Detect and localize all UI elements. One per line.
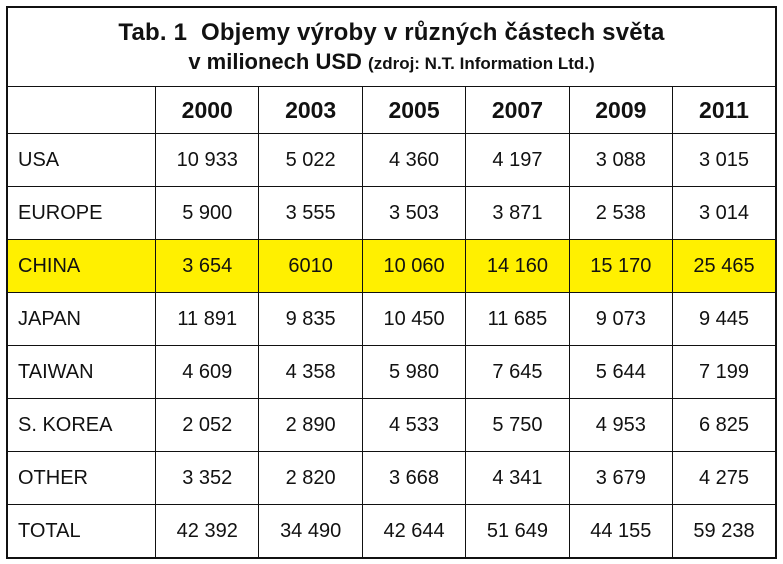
cell-usa-2009: 3 088 [569,134,672,187]
cell-s-korea-2000: 2 052 [156,399,259,452]
cell-japan-2009: 9 073 [569,293,672,346]
cell-taiwan-2005: 5 980 [362,346,465,399]
cell-usa-2003: 5 022 [259,134,362,187]
row-label-taiwan: TAIWAN [7,346,156,399]
cell-s-korea-2007: 5 750 [466,399,569,452]
table-title-units: v milionech USD [188,49,362,75]
cell-taiwan-2000: 4 609 [156,346,259,399]
cell-other-2005: 3 668 [362,452,465,505]
row-label-total: TOTAL [7,505,156,559]
row-label-japan: JAPAN [7,293,156,346]
column-header-2007: 2007 [466,87,569,134]
cell-usa-2011: 3 015 [673,134,776,187]
table-head [7,7,776,134]
table-row-highlighted [7,240,776,293]
cell-other-2011: 4 275 [673,452,776,505]
cell-taiwan-2007: 7 645 [466,346,569,399]
column-header-2009: 2009 [569,87,672,134]
table-row [7,399,776,452]
cell-china-2000: 3 654 [156,240,259,293]
column-header-2000: 2000 [156,87,259,134]
cell-china-2011: 25 465 [673,240,776,293]
cell-total-2009: 44 155 [569,505,672,559]
table-title-main: Objemy výroby v různých částech světa [200,18,665,46]
cell-usa-2000: 10 933 [156,134,259,187]
cell-total-2005: 42 644 [362,505,465,559]
cell-japan-2007: 11 685 [466,293,569,346]
row-label-usa: USA [7,134,156,187]
cell-taiwan-2003: 4 358 [259,346,362,399]
table-row [7,134,776,187]
production-volumes-table [6,6,777,559]
row-label-s-korea: S. KOREA [7,399,156,452]
cell-europe-2011: 3 014 [673,187,776,240]
cell-europe-2000: 5 900 [156,187,259,240]
table-title [7,7,776,87]
table-row [7,452,776,505]
cell-china-2009: 15 170 [569,240,672,293]
cell-japan-2011: 9 445 [673,293,776,346]
cell-other-2000: 3 352 [156,452,259,505]
table-title-line-2 [8,49,775,76]
table-row-total [7,505,776,559]
cell-total-2003: 34 490 [259,505,362,559]
cell-s-korea-2011: 6 825 [673,399,776,452]
title-row [7,7,776,87]
table-row [7,187,776,240]
column-header-row [7,87,776,134]
cell-other-2007: 4 341 [466,452,569,505]
cell-japan-2003: 9 835 [259,293,362,346]
cell-europe-2005: 3 503 [362,187,465,240]
cell-china-2007: 14 160 [466,240,569,293]
cell-other-2009: 3 679 [569,452,672,505]
cell-taiwan-2009: 5 644 [569,346,672,399]
cell-usa-2007: 4 197 [466,134,569,187]
cell-s-korea-2003: 2 890 [259,399,362,452]
table-body [7,134,776,559]
cell-other-2003: 2 820 [259,452,362,505]
row-label-china: CHINA [7,240,156,293]
cell-europe-2009: 2 538 [569,187,672,240]
cell-europe-2007: 3 871 [466,187,569,240]
corner-header-cell [7,87,156,134]
cell-japan-2000: 11 891 [156,293,259,346]
cell-china-2005: 10 060 [362,240,465,293]
cell-taiwan-2011: 7 199 [673,346,776,399]
cell-usa-2005: 4 360 [362,134,465,187]
column-header-2011: 2011 [673,87,776,134]
column-header-2003: 2003 [259,87,362,134]
cell-s-korea-2009: 4 953 [569,399,672,452]
cell-total-2011: 59 238 [673,505,776,559]
cell-s-korea-2005: 4 533 [362,399,465,452]
cell-total-2000: 42 392 [156,505,259,559]
cell-europe-2003: 3 555 [259,187,362,240]
row-label-europe: EUROPE [7,187,156,240]
cell-total-2007: 51 649 [466,505,569,559]
table-row [7,346,776,399]
cell-japan-2005: 10 450 [362,293,465,346]
cell-china-2003: 6010 [259,240,362,293]
column-header-2005: 2005 [362,87,465,134]
table-number: Tab. 1 [118,18,188,46]
table-title-source: (zdroj: N.T. Information Ltd.) [368,54,595,74]
row-label-other: OTHER [7,452,156,505]
table-title-line-1 [8,18,775,47]
table-row [7,293,776,346]
